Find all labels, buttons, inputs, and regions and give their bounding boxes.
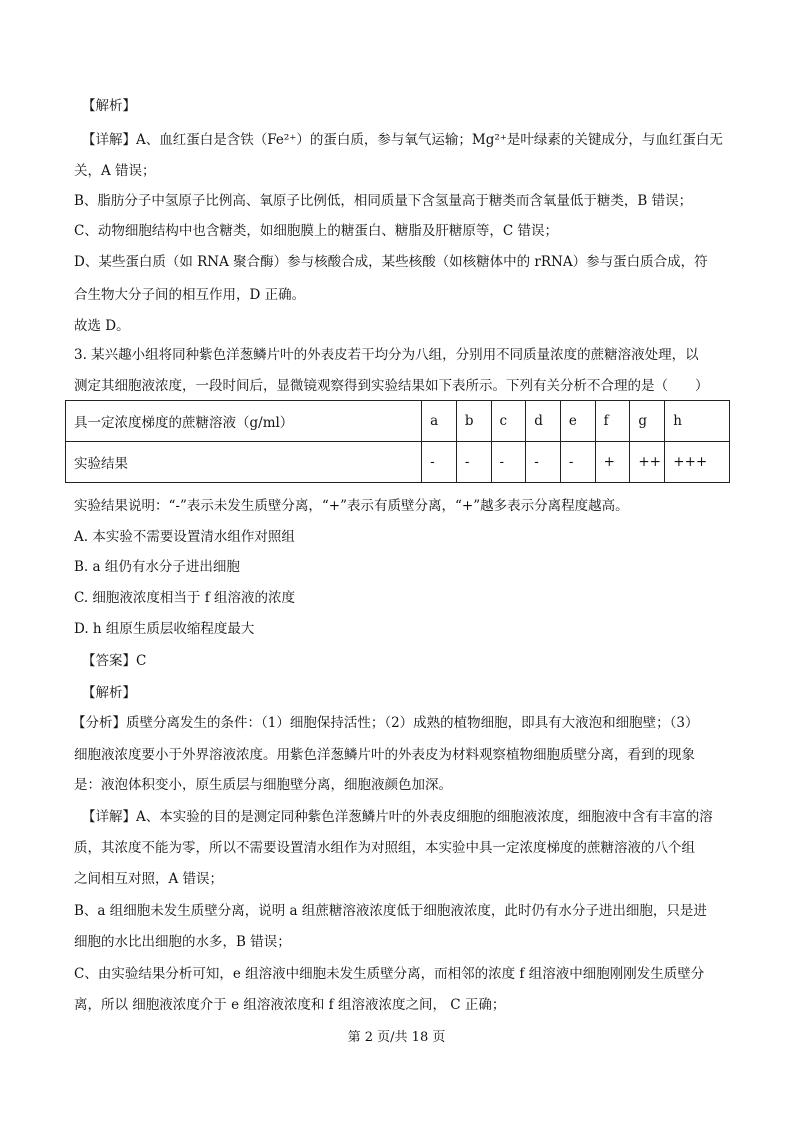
table-cell: d	[526, 401, 561, 442]
option-b: B. a 组仍有水分子进出细胞	[74, 559, 240, 575]
table-cell: f	[595, 401, 630, 442]
table-cell: +	[595, 442, 630, 483]
table-cell: b	[456, 401, 491, 442]
analysis-heading: 【解析】	[82, 685, 136, 701]
page-number: 第 2 页/共 18 页	[347, 1030, 446, 1045]
table-cell: c	[491, 401, 526, 442]
question-stem: 3. 某兴趣小组将同种紫色洋葱鳞片叶的外表皮若干均分为八组，分别用不同质量浓度的蔗糖溶液处理，以	[74, 347, 699, 363]
table-cell: -	[456, 442, 491, 483]
text-line: 【分析】质壁分离发生的条件：（1）细胞保持活性；（2）成熟的植物细胞，即具有大液泡和细胞壁；（3）	[72, 715, 699, 731]
text-line: 之间相互对照，A 错误；	[74, 871, 224, 887]
option-d: D. h 组原生质层收缩程度最大	[74, 621, 255, 637]
table-cell: ++	[630, 442, 665, 483]
text-line: 细胞液浓度要小于外界溶液浓度。用紫色洋葱鳞片叶的外表皮为材料观察植物细胞质壁分离，看到的现象	[74, 747, 695, 763]
question-stem: 测定其细胞液浓度，一段时间后，显微镜观察得到实验结果如下表所示。下列有关分析不合理的是（ ）	[74, 378, 709, 394]
text-line: 【详解】A、血红蛋白是含铁（Fe²⁺）的蛋白质，参与氧气运输；Mg²⁺是叶绿素的关键成分，与血红蛋白无	[82, 132, 723, 148]
analysis-heading: 【解析】	[82, 98, 136, 114]
text-line: 合生物大分子间的相互作用，D 正确。	[74, 287, 306, 303]
text-line: D、某些蛋白质（如 RNA 聚合酶）参与核酸合成，某些核酸（如核糖体中的 rRNA）参与蛋白质合成，符	[74, 254, 708, 270]
table-row	[66, 442, 730, 483]
table-cell: a	[422, 401, 457, 442]
option-c: C. 细胞液浓度相当于 f 组溶液的浓度	[74, 590, 296, 606]
text-line: 质，其浓度不能为零，所以不需要设置清水组作为对照组，本实验中具一定浓度梯度的蔗糖溶液的八个组	[74, 840, 695, 856]
table-cell: -	[560, 442, 595, 483]
results-table	[65, 400, 730, 483]
text-line: C、由实验结果分析可知，e 组溶液中细胞未发生质壁分离，而相邻的浓度 f 组溶液中细胞刚刚发生质壁分	[74, 966, 705, 982]
text-line: 关，A 错误；	[74, 163, 156, 179]
table-cell: -	[526, 442, 561, 483]
table-cell: h	[665, 401, 730, 442]
text-line: 故选 D。	[74, 318, 130, 334]
answer-line: 【答案】C	[82, 653, 147, 669]
table-note: 实验结果说明：“-”表示未发生质壁分离，“+”表示有质壁分离，“+”越多表示分离程度越高。	[74, 498, 629, 514]
text-line: 细胞的水比出细胞的水多，B 错误；	[74, 934, 291, 950]
text-line: 是：液泡体积变小，原生质层与细胞壁分离，细胞液颜色加深。	[74, 777, 452, 793]
table-cell: 具一定浓度梯度的蔗糖溶液（g/ml）	[66, 401, 422, 442]
text-line: B、a 组细胞未发生质壁分离，说明 a 组蔗糖溶液浓度低于细胞液浓度，此时仍有水分子进出细胞，只是进	[74, 903, 707, 919]
option-a: A. 本实验不需要设置清水组作对照组	[74, 529, 295, 545]
table-row	[66, 401, 730, 442]
table-cell: e	[560, 401, 595, 442]
table-cell: -	[491, 442, 526, 483]
table-cell: -	[422, 442, 457, 483]
table-cell: 实验结果	[66, 442, 422, 483]
text-line: 离，所以 细胞液浓度介于 e 组溶液浓度和 f 组溶液浓度之间， C 正确；	[74, 997, 506, 1013]
text-line: B、脂肪分子中氢原子比例高、氧原子比例低，相同质量下含氢量高于糖类而含氧量低于糖类，B 错误；	[74, 193, 693, 209]
text-line: C、动物细胞结构中也含糖类，如细胞膜上的糖蛋白、糖脂及肝糖原等，C 错误；	[74, 223, 558, 239]
table-cell: +++	[665, 442, 730, 483]
table-cell: g	[630, 401, 665, 442]
text-line: 【详解】A、本实验的目的是测定同种紫色洋葱鳞片叶的外表皮细胞的细胞液浓度，细胞液中含有丰富的溶	[82, 809, 713, 825]
